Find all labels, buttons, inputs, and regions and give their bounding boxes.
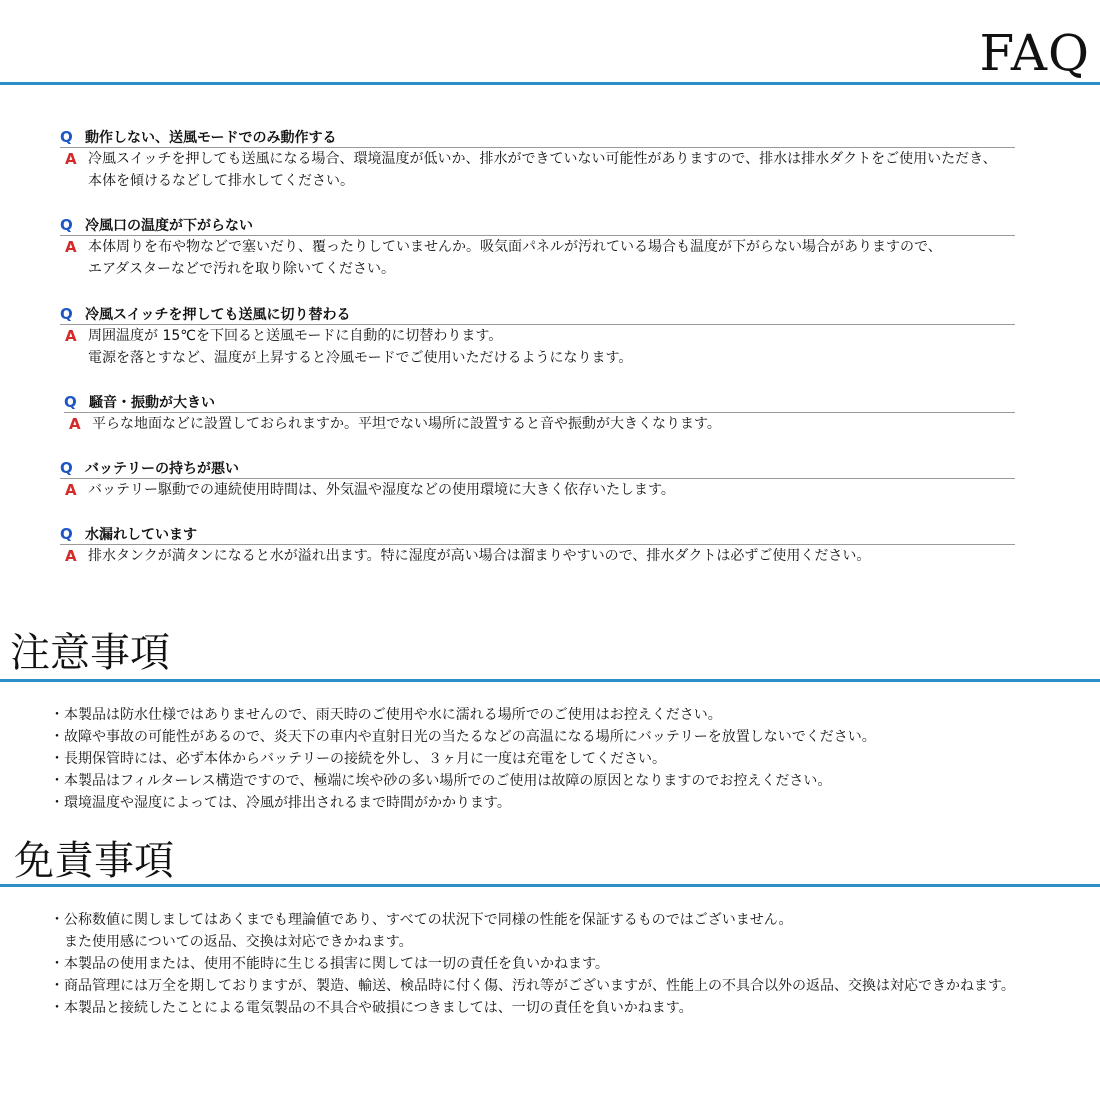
question-marker: Q: [60, 459, 73, 477]
question-text: 動作しない、送風モードでのみ動作する: [85, 130, 337, 146]
faq-item-5: [60, 457, 1015, 501]
faq-item-2: [60, 214, 1015, 280]
question-row: [60, 523, 1015, 545]
question-row: [60, 126, 1015, 148]
answer-line: 平らな地面などに設置しておられますか。平坦でない場所に設置すると音や振動が大きくなります。: [92, 416, 721, 432]
answer-row: [60, 545, 1015, 567]
disclaimer-item: ・本製品の使用または、使用不能時に生じる損害に関しては一切の責任を負いかねます。: [50, 956, 609, 972]
answer-marker: A: [69, 415, 81, 433]
answer-text: [88, 545, 1015, 567]
answer-marker: A: [65, 150, 77, 168]
answer-line: エアダスターなどで汚れを取り除いてください。: [88, 261, 396, 277]
answer-row: [60, 325, 1015, 369]
answer-marker: A: [65, 481, 77, 499]
answer-row: [64, 413, 1015, 435]
answer-text: [88, 148, 1015, 192]
answer-marker: A: [65, 327, 77, 345]
question-row: [60, 457, 1015, 479]
answer-line: 電源を落とすなど、温度が上昇すると冷風モードでご使用いただけるようになります。: [88, 350, 633, 366]
faq-title: FAQ: [979, 24, 1090, 82]
question-marker: Q: [60, 305, 73, 323]
question-text: 冷風口の温度が下がらない: [85, 218, 253, 234]
answer-marker: A: [65, 547, 77, 565]
question-text: 水漏れしています: [85, 527, 197, 543]
question-row: [60, 303, 1015, 325]
faq-item-6: [60, 523, 1015, 567]
answer-row: [60, 148, 1015, 192]
question-row: [60, 214, 1015, 236]
caution-title: 注意事項: [10, 630, 170, 676]
answer-row: [60, 236, 1015, 280]
disclaimer-item: ・商品管理には万全を期しておりますが、製造、輸送、検品時に付く傷、汚れ等がございますが、性能上の不具合以外の返品、交換は対応できかねます。: [50, 978, 1015, 994]
caution-item: ・長期保管時には、必ず本体からバッテリーの接続を外し、３ヶ月に一度は充電をしてください。: [50, 751, 666, 767]
disclaimer-item: ・公称数値に関しましてはあくまでも理論値であり、すべての状況下で同様の性能を保証するものではございません。: [50, 912, 793, 928]
disclaimer-title-rule: [0, 884, 1100, 887]
faq-title-rule: [0, 82, 1100, 85]
answer-text: [92, 413, 1015, 435]
answer-text: [88, 236, 1015, 280]
caution-item: ・本製品はフィルターレス構造ですので、極端に埃や砂の多い場所でのご使用は故障の原因となりますのでお控えください。: [50, 773, 832, 789]
question-marker: Q: [64, 393, 77, 411]
question-text: 騒音・振動が大きい: [89, 395, 215, 411]
answer-line: 冷風スイッチを押しても送風になる場合、環境温度が低いか、排水ができていない可能性がありますので、排水は排水ダクトをご使用いただき、: [88, 151, 997, 167]
caution-item: ・本製品は防水仕様ではありませんので、雨天時のご使用や水に濡れる場所でのご使用はお控えください。: [50, 707, 722, 723]
caution-item: ・故障や事故の可能性があるので、炎天下の車内や直射日光の当たるなどの高温になる場所にバッテリーを放置しないでください。: [50, 729, 876, 745]
question-text: 冷風スイッチを押しても送風に切り替わる: [85, 307, 351, 323]
answer-marker: A: [65, 238, 77, 256]
disclaimer-list: [50, 909, 1015, 1019]
answer-row: [60, 479, 1015, 501]
disclaimer-item-continuation: また使用感についての返品、交換は対応できかねます。: [64, 934, 413, 950]
answer-line: 排水タンクが満タンになると水が溢れ出ます。特に湿度が高い場合は溜まりやすいので、排水ダクトは必ずご使用ください。: [88, 548, 871, 564]
answer-line: バッテリー駆動での連続使用時間は、外気温や湿度などの使用環境に大きく依存いたします。: [88, 482, 675, 498]
answer-text: [88, 479, 1015, 501]
question-marker: Q: [60, 525, 73, 543]
caution-title-rule: [0, 679, 1100, 682]
faq-item-3: [60, 303, 1015, 369]
answer-line: 本体周りを布や物などで塞いだり、覆ったりしていませんか。吸気面パネルが汚れている場合も温度が下がらない場合がありますので、: [88, 239, 942, 255]
answer-line: 周囲温度が 15℃を下回ると送風モードに自動的に切替わります。: [88, 328, 503, 344]
caution-list: [50, 704, 876, 814]
question-text: バッテリーの持ちが悪い: [85, 461, 239, 477]
question-marker: Q: [60, 128, 73, 146]
answer-text: [88, 325, 1015, 369]
caution-item: ・環境温度や湿度によっては、冷風が排出されるまで時間がかかります。: [50, 795, 511, 811]
answer-line: 本体を傾けるなどして排水してください。: [88, 173, 354, 189]
faq-item-4: [64, 391, 1015, 435]
faq-item-1: [60, 126, 1015, 192]
question-marker: Q: [60, 216, 73, 234]
question-row: [64, 391, 1015, 413]
disclaimer-title: 免責事項: [14, 838, 174, 884]
disclaimer-item: ・本製品と接続したことによる電気製品の不具合や破損につきましては、一切の責任を負いかねます。: [50, 1000, 693, 1016]
